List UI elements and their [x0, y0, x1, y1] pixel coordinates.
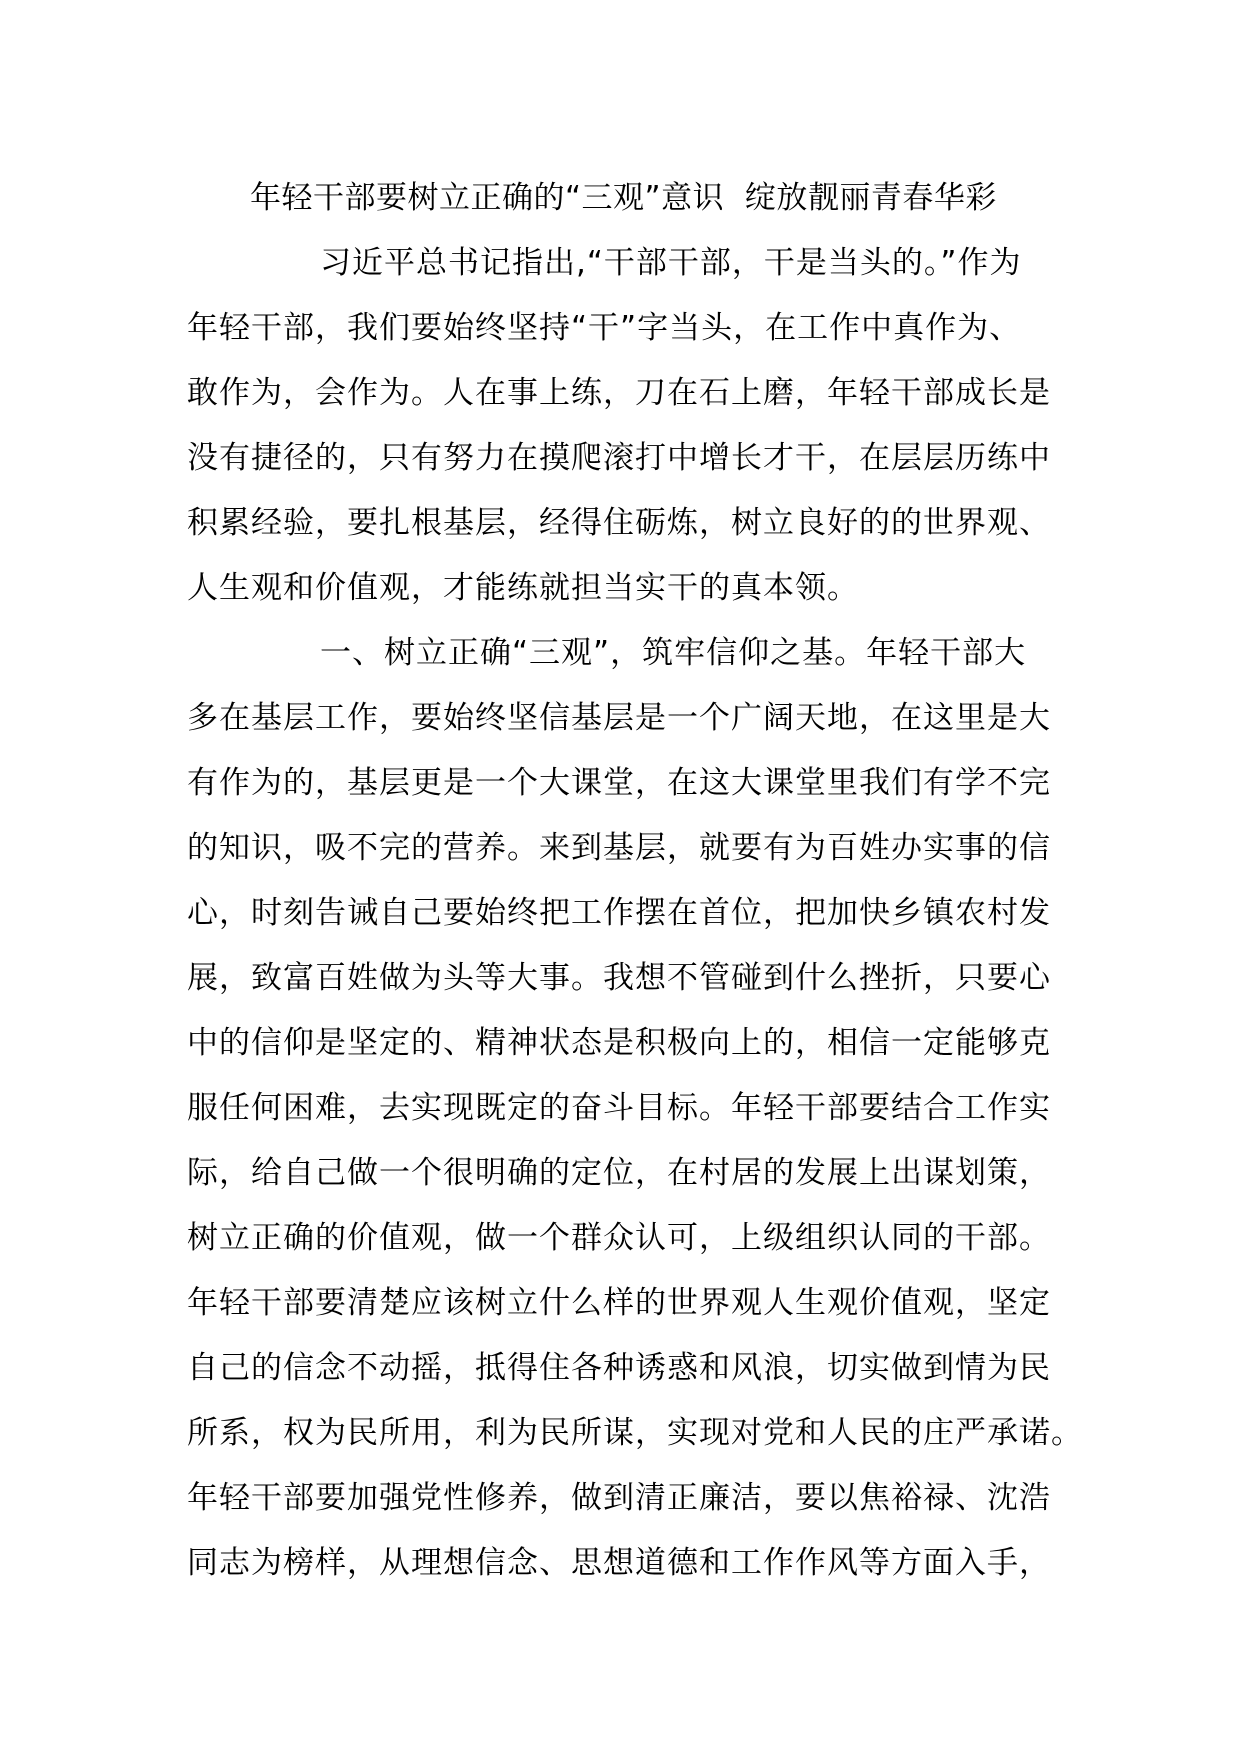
paragraph-line: 有作为的，基层更是一个大课堂，在这大课堂里我们有学不完 — [187, 765, 1051, 801]
paragraph-line: 服任何困难，去实现既定的奋斗目标。年轻干部要结合工作实 — [187, 1090, 1051, 1126]
paragraph-line: 积累经验，要扎根基层，经得住砺炼，树立良好的的世界观、 — [187, 505, 1051, 541]
document-title: 年轻干部要树立正确的“三观”意识 绽放靓丽青春华彩 — [250, 180, 997, 216]
paragraph-line: 中的信仰是坚定的、精神状态是积极向上的，相信一定能够克 — [187, 1025, 1051, 1061]
paragraph-line: 年轻干部要清楚应该树立什么样的世界观人生观价值观，坚定 — [187, 1285, 1051, 1321]
paragraph-line: 年轻干部要加强党性修养，做到清正廉洁，要以焦裕禄、沈浩 — [187, 1480, 1051, 1516]
paragraph-line: 人生观和价值观，才能练就担当实干的真本领。 — [187, 570, 859, 606]
paragraph-line: 同志为榜样，从理想信念、思想道德和工作作风等方面入手， — [187, 1545, 1051, 1581]
paragraph-line: 年轻干部，我们要始终坚持“干”字当头，在工作中真作为、 — [187, 310, 1022, 346]
paragraph-line: 的知识，吸不完的营养。来到基层，就要有为百姓办实事的信 — [187, 830, 1051, 866]
paragraph-line: 一、树立正确“三观”，筑牢信仰之基。年轻干部大 — [320, 635, 1027, 671]
paragraph-line: 没有捷径的，只有努力在摸爬滚打中增长才干，在层层历练中 — [187, 440, 1051, 476]
paragraph-line: 自己的信念不动摇，抵得住各种诱惑和风浪，切实做到情为民 — [187, 1350, 1051, 1386]
paragraph-line: 展，致富百姓做为头等大事。我想不管碰到什么挫折，只要心 — [187, 960, 1051, 996]
paragraph-line: 习近平总书记指出,“干部干部，干是当头的。”作为 — [320, 245, 1022, 281]
paragraph-line: 所系，权为民所用，利为民所谋，实现对党和人民的庄严承诺。 — [187, 1415, 1083, 1451]
paragraph-line: 树立正确的价值观，做一个群众认可，上级组织认同的干部。 — [187, 1220, 1051, 1256]
paragraph-line: 多在基层工作，要始终坚信基层是一个广阔天地，在这里是大 — [187, 700, 1051, 736]
paragraph-line: 敢作为，会作为。人在事上练，刀在石上磨，年轻干部成长是 — [187, 375, 1051, 411]
paragraph-line: 际，给自己做一个很明确的定位，在村居的发展上出谋划策， — [187, 1155, 1051, 1191]
paragraph-line: 心，时刻告诫自己要始终把工作摆在首位，把加快乡镇农村发 — [187, 895, 1051, 931]
